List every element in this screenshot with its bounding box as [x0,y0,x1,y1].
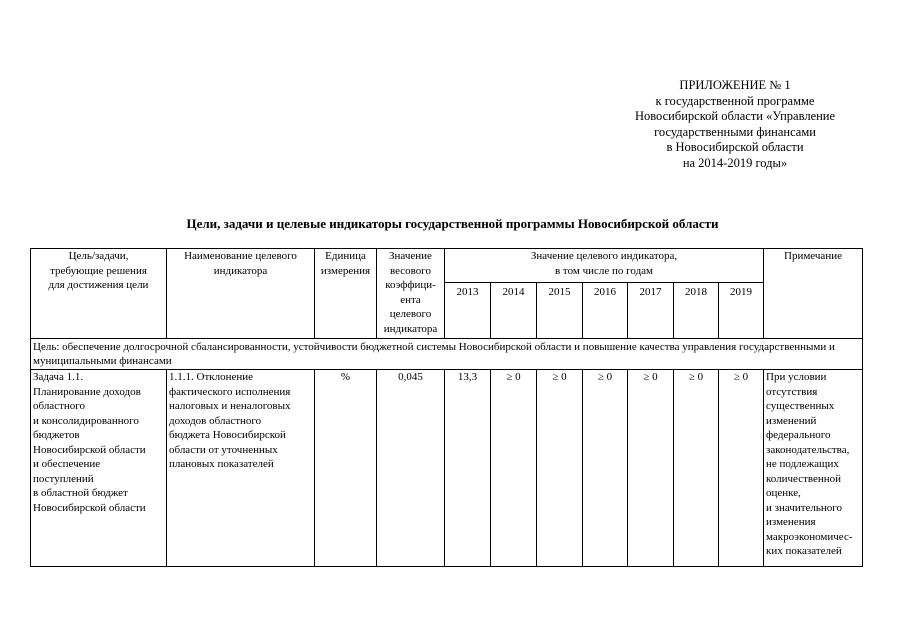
value-cell: ≥ 0 [583,370,628,567]
header-unit: Единица измерения [315,249,377,339]
header-values: Значение целевого индикатора, в том числе по годам [445,249,764,283]
value-cell: ≥ 0 [719,370,764,567]
appendix-line: государственными финансами [654,124,816,139]
note-cell: При условии отсутствия существенных изменений федерального законодательства, не подлежащих количественной оценке, и значительного изменения макроэкономичес- ких показателей [764,370,863,567]
header-year: 2014 [491,283,537,339]
value-cell: ≥ 0 [674,370,719,567]
appendix-line: к государственной программе [655,93,815,108]
header-year: 2018 [674,283,719,339]
value-cell: ≥ 0 [491,370,537,567]
value-cell: ≥ 0 [537,370,583,567]
goal-row: Цель: обеспечение долгосрочной сбалансированности, устойчивости бюджетной системы Новосибирской области и повышение качества управления государственными и муниципальными финансами [31,339,863,370]
appendix-line: Новосибирской области «Управление [634,109,836,123]
weight-cell: 0,045 [377,370,445,567]
header-indicator: Наименование целевого индикатора [167,249,315,339]
appendix-header [610,78,860,171]
appendix-line: в Новосибирской области [666,140,804,154]
document-title: Цели, задачи и целевые индикаторы государственной программы Новосибирской области [186,216,719,231]
value-cell: ≥ 0 [628,370,674,567]
appendix-line: ПРИЛОЖЕНИЕ № 1 [679,78,791,92]
task-cell: Задача 1.1. Планирование доходов областного и консолидированного бюджетов Новосибирской области и обеспечение поступлений в областной бюджет Новосибирской области [31,370,167,567]
indicators-table [30,248,863,567]
header-year: 2016 [583,283,628,339]
table-row [31,370,863,567]
unit-cell: % [315,370,377,567]
header-year: 2017 [628,283,674,339]
header-goal: Цель/задачи, требующие решения для достижения цели [31,249,167,339]
value-cell: 13,3 [445,370,491,567]
indicator-cell: 1.1.1. Отклонение фактического исполнения налоговых и неналоговых доходов областного бюджета Новосибирской области от уточненных плановых показателей [167,370,315,567]
header-year: 2019 [719,283,764,339]
header-year: 2015 [537,283,583,339]
header-year: 2013 [445,283,491,339]
header-note: Примечание [764,249,863,339]
header-weight: Значение весового коэффици- ента целевого индикатора [377,249,445,339]
appendix-line: на 2014-2019 годы» [682,155,788,170]
